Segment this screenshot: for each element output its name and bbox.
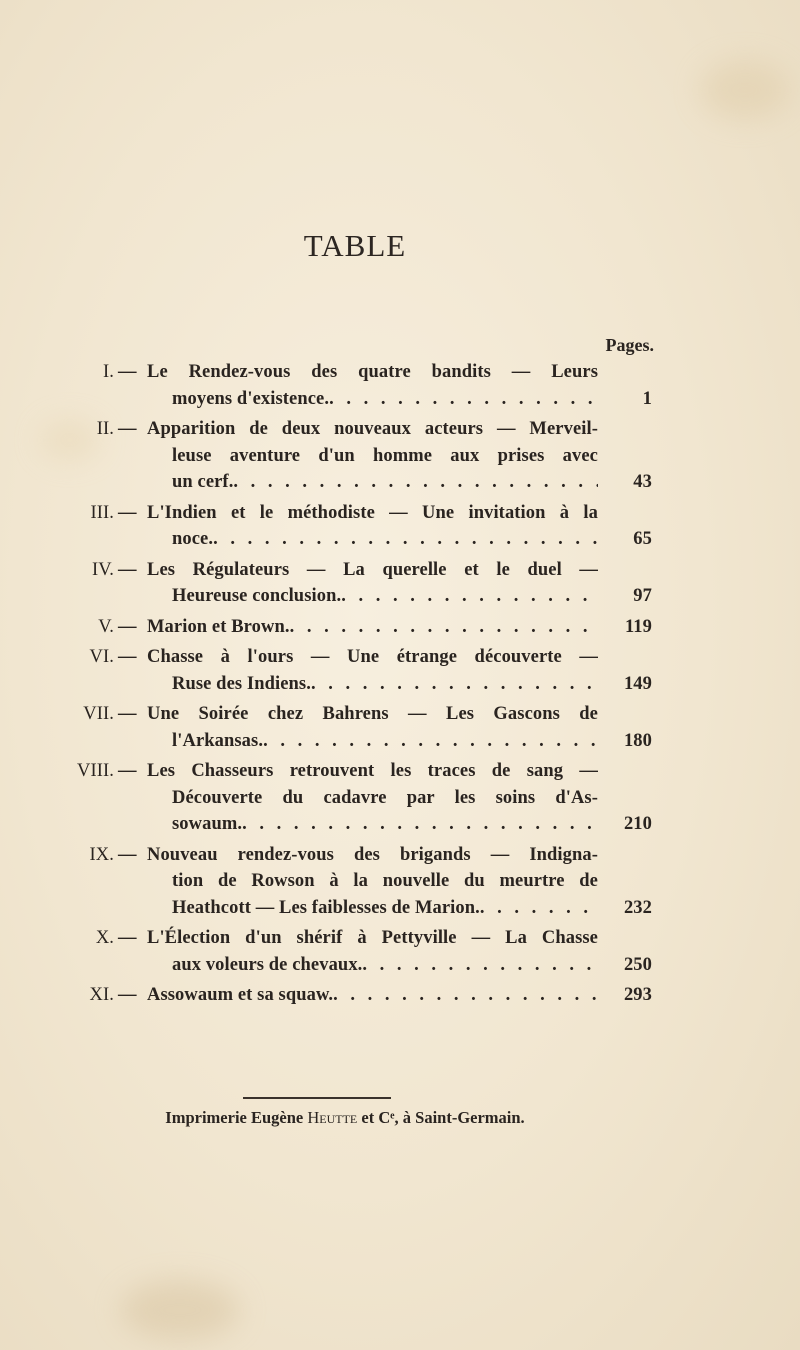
toc-line (0, 895, 800, 922)
chapter-title-line: Une Soirée chez Bahrens — Les Gascons de (147, 704, 598, 724)
chapter-title-line: Ruse des Indiens. . . . (172, 671, 598, 698)
toc-entry (0, 500, 800, 553)
chapter-title-line: leuse aventure d'un homme aux prises avec (172, 445, 598, 466)
printer-imprint (0, 1108, 690, 1128)
toc-line (0, 925, 800, 952)
dot-leader (263, 728, 598, 755)
page-number: 210 (623, 814, 652, 834)
chapter-title-line: aux voleurs de chevaux. . . . (172, 952, 598, 979)
chapter-title-line: un cerf. . . . (172, 469, 598, 496)
page-number: 97 (633, 586, 652, 606)
footer-rule (243, 1097, 391, 1099)
chapter-numeral: VIII. (77, 761, 114, 781)
dot-leader (329, 386, 598, 413)
toc-line (0, 811, 800, 838)
chapter-numeral: IX. (89, 844, 114, 865)
toc-entry (0, 644, 800, 697)
toc-line (0, 644, 800, 671)
page-number: 232 (623, 897, 652, 918)
dot-leader (290, 614, 598, 641)
chapter-title-line: Les Régulateurs — La querelle et le duel — (147, 559, 598, 580)
dot-leader (362, 952, 598, 979)
chapter-title-line: Les Chasseurs retrouvent les traces de sang — (147, 761, 598, 781)
chapter-numeral: III. (90, 502, 114, 523)
table-of-contents (0, 359, 800, 1013)
toc-entry (0, 925, 800, 978)
chapter-title-line: Apparition de deux nouveaux acteurs — Merveil- (147, 419, 598, 439)
chapter-title-line: Chasse à l'ours — Une étrange découverte — (147, 647, 598, 667)
toc-line (0, 583, 800, 610)
page-number: 250 (623, 954, 652, 975)
toc-line (0, 386, 800, 413)
toc-line (0, 952, 800, 979)
dot-leader (341, 583, 598, 610)
dash-separator: — (118, 559, 137, 580)
page-number: 1 (642, 388, 652, 409)
chapter-numeral: VI. (89, 647, 114, 667)
dot-leader (233, 469, 598, 496)
dash-separator: — (118, 985, 137, 1005)
chapter-title-line: moyens d'existence. . . . (172, 386, 598, 413)
page-number: 149 (623, 673, 652, 694)
chapter-numeral: IV. (91, 559, 114, 580)
toc-line (0, 359, 800, 386)
toc-entry (0, 982, 800, 1009)
imprint-name: Heutte (307, 1108, 358, 1127)
toc-line (0, 728, 800, 755)
toc-entry (0, 701, 800, 754)
dash-separator: — (118, 419, 137, 439)
page-number: 293 (623, 985, 652, 1005)
chapter-title-line: tion de Rowson à la nouvelle du meurtre de (172, 871, 598, 891)
chapter-numeral: II. (96, 419, 114, 439)
dot-leader (242, 811, 598, 838)
toc-line (0, 500, 800, 527)
dot-leader (480, 895, 598, 922)
pages-column-label: Pages. (605, 335, 654, 355)
page-number: 43 (633, 472, 652, 492)
dash-separator: — (118, 844, 137, 865)
toc-line (0, 469, 800, 496)
dash-separator: — (118, 928, 137, 948)
toc-entry (0, 557, 800, 610)
dash-separator: — (118, 704, 137, 724)
dot-leader (311, 671, 598, 698)
toc-line (0, 557, 800, 584)
toc-line (0, 526, 800, 553)
chapter-title-line: Assowaum et sa squaw. . . . (147, 982, 598, 1009)
imprint-suffix: et Cᵉ, à Saint-Germain. (357, 1108, 525, 1127)
dash-separator: — (118, 647, 137, 667)
page-number: 65 (633, 529, 652, 549)
chapter-title-line: noce. . . . (172, 526, 598, 553)
chapter-numeral: V. (98, 616, 114, 637)
toc-line (0, 614, 800, 641)
chapter-title-line: Heureuse conclusion. . . . (172, 583, 598, 610)
toc-entry (0, 359, 800, 412)
chapter-title-line: Le Rendez-vous des quatre bandits — Leurs (147, 362, 598, 382)
chapter-numeral: XI. (89, 985, 114, 1005)
toc-entry (0, 842, 800, 922)
toc-line (0, 758, 800, 785)
chapter-title-line: Découverte du cadavre par les soins d'As- (172, 787, 598, 808)
toc-line (0, 785, 800, 812)
toc-line (0, 671, 800, 698)
page-title: TABLE (303, 228, 407, 263)
page-number: 119 (624, 616, 652, 637)
toc-line (0, 701, 800, 728)
chapter-title-line: Marion et Brown. . . . (147, 614, 598, 641)
chapter-numeral: X. (95, 928, 114, 948)
toc-line (0, 842, 800, 869)
chapter-numeral: I. (103, 362, 114, 382)
dot-leader (333, 982, 598, 1009)
dash-separator: — (118, 502, 137, 523)
chapter-title-line: L'Élection d'un shérif à Pettyville — La Chasse (147, 928, 598, 948)
toc-line (0, 868, 800, 895)
toc-entry (0, 416, 800, 496)
chapter-title-line: L'Indien et le méthodiste — Une invitation à la (147, 502, 598, 523)
dash-separator: — (118, 362, 137, 382)
chapter-title-line: Heathcott — Les faiblesses de Marion. . . . (172, 895, 598, 922)
chapter-title-line: Nouveau rendez-vous des brigands — Indigna- (147, 844, 598, 865)
imprint-prefix: Imprimerie Eugène (165, 1108, 308, 1127)
page-number: 180 (623, 730, 652, 751)
chapter-title-line: l'Arkansas. . . . (172, 728, 598, 755)
dot-leader (213, 526, 598, 553)
dash-separator: — (118, 616, 137, 637)
toc-line (0, 982, 800, 1009)
toc-line (0, 416, 800, 443)
chapter-numeral: VII. (83, 704, 114, 724)
toc-entry (0, 614, 800, 641)
toc-line (0, 443, 800, 470)
dash-separator: — (118, 761, 137, 781)
chapter-title-line: sowaum. . . . (172, 811, 598, 838)
toc-entry (0, 758, 800, 838)
